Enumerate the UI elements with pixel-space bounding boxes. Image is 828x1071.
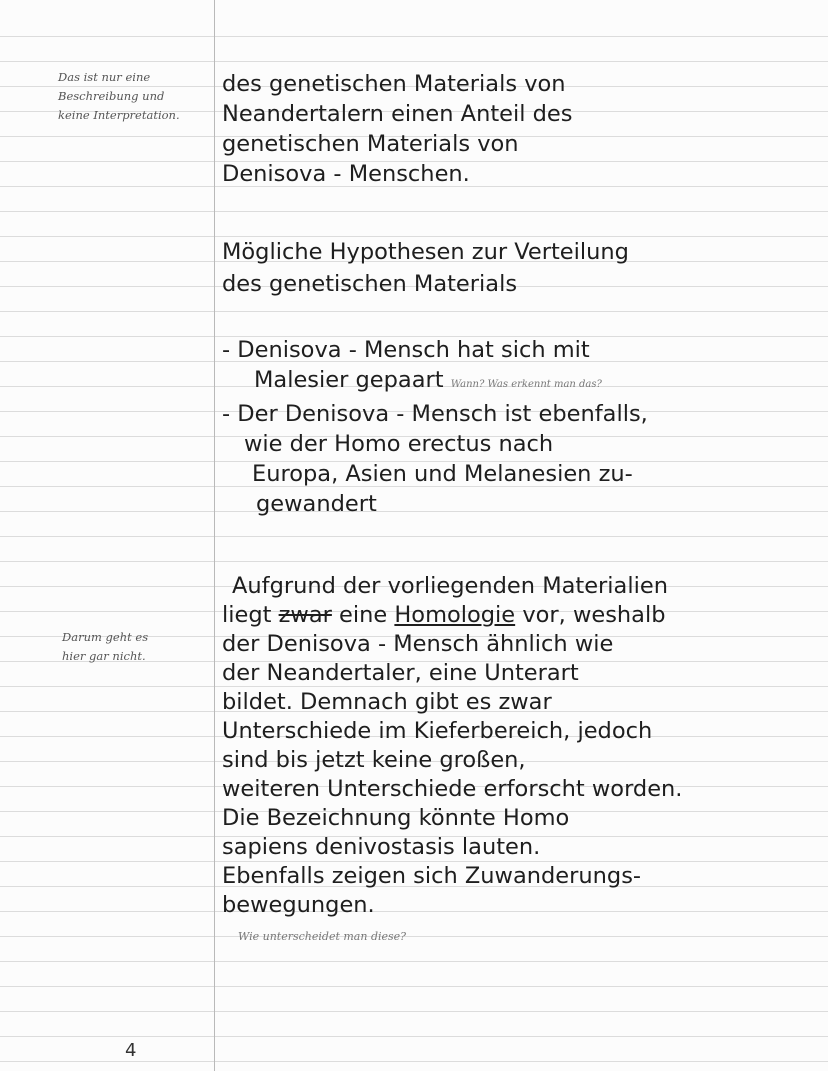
text-line: Ebenfalls zeigen sich Zuwanderungs- <box>222 863 642 889</box>
paragraph-1 <box>222 72 822 187</box>
text-line: der Denisova - Mensch ähnlich wie <box>222 631 614 657</box>
text-line: Unterschiede im Kieferbereich, jedoch <box>222 718 653 744</box>
text-line: bewegungen. <box>222 892 375 918</box>
bullet-line: gewandert <box>256 491 377 517</box>
word: eine <box>339 602 388 628</box>
bullet-text: Malesier gepaart <box>254 367 444 393</box>
underlined-word: Homologie <box>394 602 516 628</box>
struck-word: zwar <box>278 602 332 628</box>
paragraph-3 <box>222 574 822 949</box>
margin-note-line: Das ist nur eine <box>58 70 151 84</box>
word: vor, weshalb <box>522 602 666 628</box>
margin-note-line: Darum geht es <box>62 630 149 644</box>
margin-note-middle <box>62 628 148 666</box>
bullet-line: - Der Denisova - Mensch ist ebenfalls, <box>222 401 648 427</box>
page-number: 4 <box>125 1040 137 1061</box>
teacher-note: Wann? Was erkennt man das? <box>450 379 602 390</box>
margin-note-line: keine Interpretation. <box>58 108 180 122</box>
hypothesis-list <box>222 338 822 517</box>
bullet-line: wie der Homo erectus nach <box>244 431 554 457</box>
text-line: Neandertalern einen Anteil des <box>222 101 573 127</box>
text-line: Die Bezeichnung könnte Homo <box>222 805 570 831</box>
word: liegt <box>222 602 272 628</box>
text-line: genetischen Materials von <box>222 131 519 157</box>
bullet-line <box>222 368 822 397</box>
bullet-line: - Denisova - Mensch hat sich mit <box>222 337 590 363</box>
paragraph-2 <box>222 240 822 297</box>
text-line: Mögliche Hypothesen zur Verteilung <box>222 239 629 265</box>
margin-note-line: hier gar nicht. <box>62 649 146 663</box>
text-line: bildet. Demnach gibt es zwar <box>222 689 552 715</box>
teacher-note-bottom: Wie unterscheidet man diese? <box>238 930 407 943</box>
text-line: Denisova - Menschen. <box>222 161 470 187</box>
text-line: sapiens denivostasis lauten. <box>222 834 541 860</box>
text-line: weiteren Unterschiede erforscht worden. <box>222 776 683 802</box>
margin-note-line: Beschreibung und <box>58 89 165 103</box>
bullet-line: Europa, Asien und Melanesien zu- <box>252 461 633 487</box>
text-line <box>222 603 822 628</box>
margin-line <box>214 0 215 1071</box>
text-line: der Neandertaler, eine Unterart <box>222 660 579 686</box>
text-line: Aufgrund der vorliegenden Materialien <box>232 573 668 599</box>
margin-note-top <box>58 68 180 125</box>
text-line: sind bis jetzt keine großen, <box>222 747 526 773</box>
text-line: des genetischen Materials von <box>222 71 566 97</box>
text-line: des genetischen Materials <box>222 271 518 297</box>
